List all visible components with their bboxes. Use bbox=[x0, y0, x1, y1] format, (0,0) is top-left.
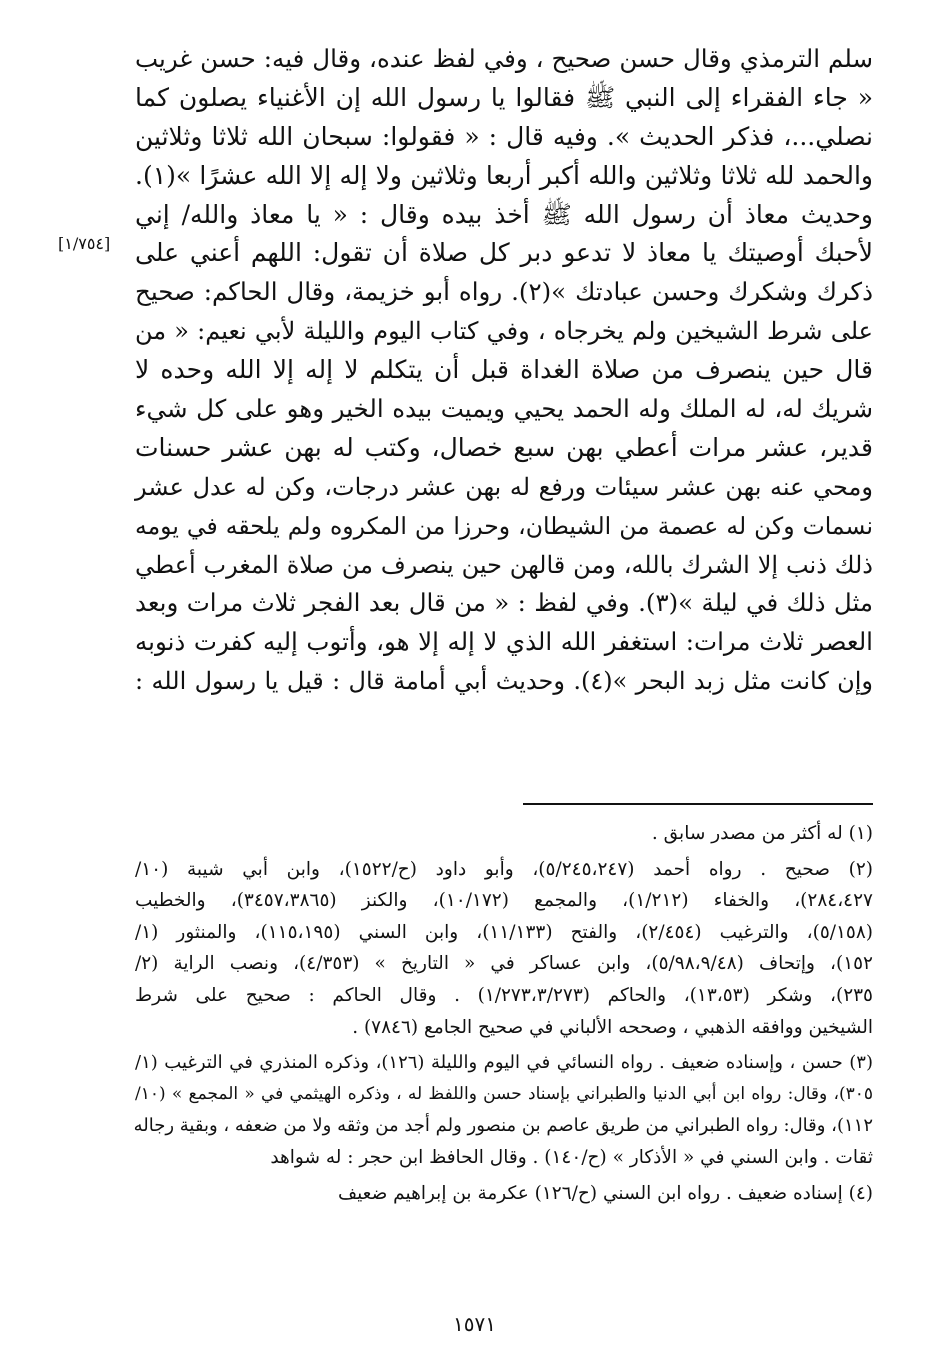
main-text-line: ومحي عنه بهن عشر سيئات ورفع له بهن عشر درجات، وكن له عدل عشر bbox=[135, 472, 873, 501]
footnote-2 bbox=[135, 854, 873, 1044]
main-text-line: « جاء الفقراء إلى النبي ﷺ فقالوا يا رسول الله إن الأغنياء يصلون كما bbox=[135, 82, 873, 112]
main-text-line: ذكرك وشكرك وحسن عبادتك »(٢). رواه أبو خزيمة، وقال الحاكم: صحيح bbox=[135, 277, 874, 307]
footnote-line: ١٥٢)، وإتحاف (٥/٩٨،٩/٤٨)، وابن عساكر في « التاريخ » (٤/٣٥٣)، ونصب الراية (٢/ bbox=[135, 953, 873, 975]
footnote-line: ١١٢)، وقال: رواه الطبراني من طريق عاصم بن منصور ولم أجد من وثقه ولا من ضعفه ، وبقية رجاله bbox=[133, 1115, 873, 1137]
main-text-line: على شرط الشيخين ولم يخرجاه ، وفي كتاب اليوم والليلة لأبي نعيم: « من bbox=[135, 317, 873, 346]
footnote-3 bbox=[135, 1047, 873, 1173]
footnote-line: الشيخين ووافقه الذهبي ، وصححه الألباني في صحيح الجامع (٧٨٤٦) . bbox=[352, 1016, 873, 1038]
main-text-line: ذلك ذنب إلا الشرك بالله، ومن قالهن حين ينصرف من صلاة المغرب أعطي bbox=[135, 550, 873, 579]
footnote-line: (٢) صحيح . رواه أحمد (٥/٢٤٥،٢٤٧)، وأبو داود (ح/١٥٢٢)، وابن أبي شيبة (١٠/ bbox=[135, 858, 874, 880]
footnote-line: ٢٨٤،٤٢٧)، والخفاء (١/٢١٢)، والمجمع (١٠/١٧٢)، والكنز (٣٤٥٧،٣٨٦٥)، والخطيب bbox=[135, 890, 873, 912]
main-text-line: نسمات وكن له عصمة من الشيطان، وحرزا من المكروه ولم يلحقه في يومه bbox=[135, 511, 873, 540]
footnotes-block bbox=[135, 818, 873, 1213]
footnote-line: (٣) حسن ، وإسناده ضعيف . رواه النسائي في اليوم والليلة (١٢٦)، وذكره المنذري في الترغيب (١/ bbox=[135, 1052, 873, 1074]
main-text-line: العصر ثلاث مرات: استغفر الله الذي لا إله إلا هو، وأتوب إليه كفرت ذنوبه bbox=[135, 627, 873, 657]
main-text-line: شريك له، له الملك وله الحمد يحيي ويميت بيده الخير وهو على كل شيء bbox=[135, 394, 873, 424]
page-number: ١٥٧١ bbox=[453, 1312, 496, 1336]
main-text-line: سلم الترمذي وقال حسن صحيح ، وفي لفظ عنده، وقال فيه: حسن غريب bbox=[135, 44, 873, 73]
margin-page-reference: [١/٧٥٤] bbox=[58, 234, 111, 253]
main-text-line: وحديث معاذ أن رسول الله ﷺ أخذ بيده وقال : « يا معاذ والله/ إني bbox=[135, 199, 873, 229]
footnote-4 bbox=[135, 1178, 873, 1210]
footnote-line: ثقات . وابن السني في « الأذكار » (ح/١٤٠) . وقال الحافظ ابن حجر : له شواهد bbox=[270, 1146, 873, 1168]
main-text-line: وإن كانت مثل زبد البحر »(٤). وحديث أبي أمامة قال : قيل يا رسول الله : bbox=[135, 667, 873, 696]
main-text-line: قدير، عشر مرات أعطي بهن سبع خصال، وكتب له بهن عشر حسنات bbox=[135, 432, 873, 462]
footnote-separator bbox=[523, 803, 873, 805]
footnote-line: (٥/١٥٨)، والترغيب (٢/٤٥٤)، والفتح (١١/١٣٣)، وابن السني (١١٥،١٩٥)، والمنثور (١/ bbox=[135, 921, 874, 943]
main-text-block bbox=[135, 40, 873, 701]
main-text-line: لأحبك أوصيتك يا معاذ لا تدعو دبر كل صلاة أن تقول: اللهم أعني على bbox=[135, 238, 873, 268]
footnote-line: ٣٠٥)، وقال: رواه ابن أبي الدنيا والطبراني بإسناد حسن واللفظ له ، وذكره الهيثمي في « المجمع » (١٠/ bbox=[135, 1083, 873, 1104]
footnote-line: (١) له أكثر من مصدر سابق . bbox=[651, 823, 873, 844]
main-text-line: قال حين ينصرف من صلاة الغداة قبل أن يتكلم لا إله إلا الله وحده لا bbox=[135, 355, 873, 385]
footnote-line: ٢٣٥)، وشكر (١٣،٥٣)، والحاكم (١/٢٧٣،٣/٢٧٣) . وقال الحاكم : صحيح على شرط bbox=[135, 984, 873, 1006]
main-text-line: مثل ذلك في ليلة »(٣). وفي لفظ : « من قال بعد الفجر ثلاث مرات وبعد bbox=[135, 588, 874, 618]
footnote-1 bbox=[135, 818, 873, 850]
footnote-line: (٤) إسناده ضعيف . رواه ابن السني (ح/١٢٦) عكرمة بن إبراهيم ضعيف bbox=[337, 1182, 873, 1204]
main-text-line: نصلي...، فذكر الحديث ». وفيه قال : « فقولوا: سبحان الله ثلاثا وثلاثين bbox=[135, 121, 873, 151]
main-text-line: والحمد لله ثلاثا وثلاثين والله أكبر أربعا وثلاثين ولا إله إلا الله عشرًا »(١). bbox=[135, 160, 873, 190]
